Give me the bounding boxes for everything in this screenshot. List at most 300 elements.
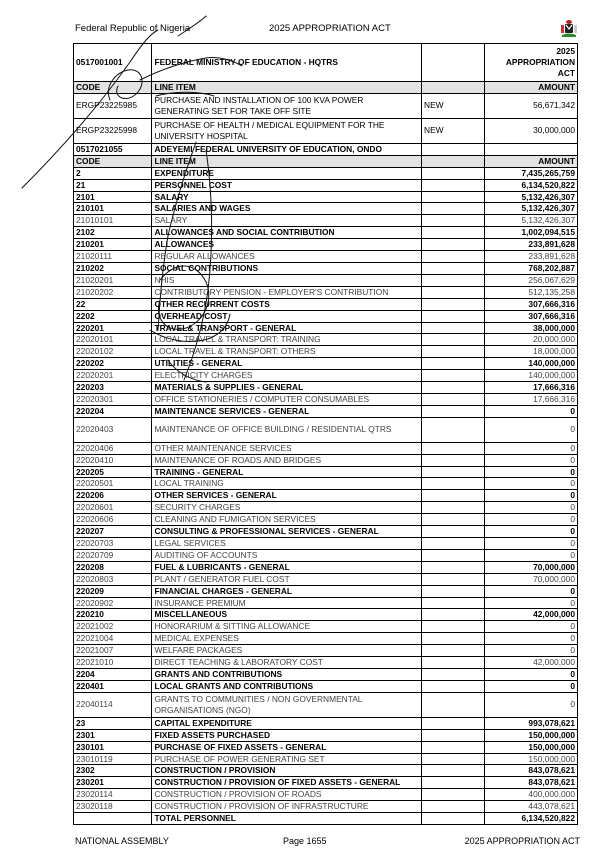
row-line-item: HONORARIUM & SITTING ALLOWANCE <box>152 621 422 633</box>
row-line-item: PURCHASE OF FIXED ASSETS - GENERAL <box>152 741 422 753</box>
row-line-item: DIRECT TEACHING & LABORATORY COST <box>152 657 422 669</box>
row-code <box>74 813 152 825</box>
row-amount: 993,078,621 <box>485 717 578 729</box>
row-line-item: MAINTENANCE OF ROADS AND BRIDGES <box>152 454 422 466</box>
table-row <box>74 118 578 143</box>
row-line-item: SALARIES AND WAGES <box>152 203 422 215</box>
row-code: 21020111 <box>74 251 152 263</box>
row-code: 23010119 <box>74 753 152 765</box>
table-row <box>74 203 578 215</box>
row-line-item: MAINTENANCE SERVICES - GENERAL <box>152 405 422 417</box>
row-amount: 233,891,628 <box>485 251 578 263</box>
table-row <box>74 358 578 370</box>
row-code: 22020501 <box>74 478 152 490</box>
row-code: 2 <box>74 167 152 179</box>
row-line-item: OFFICE STATIONERIES / COMPUTER CONSUMABLES <box>152 393 422 405</box>
row-code: 22020606 <box>74 514 152 526</box>
table-row <box>74 393 578 405</box>
table-row <box>74 417 578 442</box>
table-row <box>74 680 578 692</box>
title-code: 0517001001 <box>74 44 152 82</box>
row-amount: 0 <box>485 549 578 561</box>
row-line-item: PLANT / GENERATOR FUEL COST <box>152 573 422 585</box>
row-line-item: LINE ITEM <box>152 82 422 94</box>
row-tag <box>422 417 485 442</box>
table-row <box>74 262 578 274</box>
row-tag <box>422 393 485 405</box>
row-tag <box>422 155 485 167</box>
row-code: 2301 <box>74 729 152 741</box>
row-code: 22040114 <box>74 692 152 717</box>
table-row <box>74 93 578 118</box>
table-row <box>74 155 578 167</box>
row-code: 220201 <box>74 322 152 334</box>
appropriation-table-container <box>73 43 578 825</box>
row-tag <box>422 680 485 692</box>
row-tag <box>422 478 485 490</box>
row-amount: 18,000,000 <box>485 346 578 358</box>
row-code: CODE <box>74 155 152 167</box>
table-row <box>74 514 578 526</box>
row-amount: 0 <box>485 454 578 466</box>
row-line-item: EXPENDITURE <box>152 167 422 179</box>
row-line-item: CONSULTING & PROFESSIONAL SERVICES - GENERAL <box>152 526 422 538</box>
row-line-item: CLEANING AND FUMIGATION SERVICES <box>152 514 422 526</box>
table-row <box>74 585 578 597</box>
row-line-item: PURCHASE OF POWER GENERATING SET <box>152 753 422 765</box>
row-tag <box>422 801 485 813</box>
table-row <box>74 633 578 645</box>
row-code: 220203 <box>74 382 152 394</box>
row-tag <box>422 382 485 394</box>
table-row <box>74 82 578 94</box>
row-amount: 0 <box>485 442 578 454</box>
table-row <box>74 645 578 657</box>
row-tag <box>422 251 485 263</box>
row-tag <box>422 502 485 514</box>
table-row <box>74 274 578 286</box>
row-code: 2102 <box>74 227 152 239</box>
table-row <box>74 322 578 334</box>
row-tag <box>422 143 485 155</box>
row-code: 22021010 <box>74 657 152 669</box>
row-tag <box>422 668 485 680</box>
row-amount: 0 <box>485 514 578 526</box>
table-row <box>74 692 578 717</box>
row-code: 230201 <box>74 777 152 789</box>
row-tag <box>422 322 485 334</box>
row-tag <box>422 179 485 191</box>
row-line-item: SOCIAL CONTRIBUTIONS <box>152 262 422 274</box>
table-row <box>74 490 578 502</box>
row-code: 22020803 <box>74 573 152 585</box>
row-code: 23020118 <box>74 801 152 813</box>
row-code: 22021007 <box>74 645 152 657</box>
row-amount <box>485 143 578 155</box>
row-code: 22020902 <box>74 597 152 609</box>
row-code: 22020410 <box>74 454 152 466</box>
row-tag <box>422 227 485 239</box>
table-row <box>74 405 578 417</box>
row-line-item: PURCHASE OF HEALTH / MEDICAL EQUIPMENT FOR THE UNIVERSITY HOSPITAL <box>152 118 422 143</box>
row-amount: 56,671,342 <box>485 93 578 118</box>
footer-assembly: NATIONAL ASSEMBLY <box>75 836 169 846</box>
table-row <box>74 573 578 585</box>
row-code: 22020601 <box>74 502 152 514</box>
table-row <box>74 370 578 382</box>
row-amount: 0 <box>485 466 578 478</box>
table-row <box>74 239 578 251</box>
table-row <box>74 561 578 573</box>
row-tag <box>422 310 485 322</box>
row-amount: 0 <box>485 502 578 514</box>
row-line-item: NHIS <box>152 274 422 286</box>
row-code: 220202 <box>74 358 152 370</box>
table-row <box>74 442 578 454</box>
row-amount: 512,135,258 <box>485 286 578 298</box>
row-amount: 17,666,316 <box>485 393 578 405</box>
row-line-item: OTHER SERVICES - GENERAL <box>152 490 422 502</box>
row-amount: AMOUNT <box>485 155 578 167</box>
row-code: 210201 <box>74 239 152 251</box>
row-code: 23 <box>74 717 152 729</box>
row-tag <box>422 262 485 274</box>
row-tag <box>422 538 485 550</box>
row-amount: 6,134,520,822 <box>485 813 578 825</box>
row-line-item: WELFARE PACKAGES <box>152 645 422 657</box>
row-line-item: LINE ITEM <box>152 155 422 167</box>
row-line-item: LOCAL TRAINING <box>152 478 422 490</box>
row-line-item: OTHER RECURRENT COSTS <box>152 298 422 310</box>
table-row <box>74 179 578 191</box>
row-tag <box>422 741 485 753</box>
table-row <box>74 310 578 322</box>
row-amount: 38,000,000 <box>485 322 578 334</box>
table-row <box>74 251 578 263</box>
table-row <box>74 657 578 669</box>
row-tag <box>422 405 485 417</box>
title-tag <box>422 44 485 82</box>
table-row <box>74 549 578 561</box>
table-row <box>74 502 578 514</box>
row-code: CODE <box>74 82 152 94</box>
row-code: 220401 <box>74 680 152 692</box>
row-code: 220206 <box>74 490 152 502</box>
row-amount: 150,000,000 <box>485 741 578 753</box>
row-line-item: FIXED ASSETS PURCHASED <box>152 729 422 741</box>
row-code: 22021004 <box>74 633 152 645</box>
row-tag <box>422 239 485 251</box>
row-line-item: MISCELLANEOUS <box>152 609 422 621</box>
row-tag <box>422 346 485 358</box>
row-tag <box>422 549 485 561</box>
row-amount: 843,078,621 <box>485 777 578 789</box>
row-tag <box>422 645 485 657</box>
row-line-item: OTHER MAINTENANCE SERVICES <box>152 442 422 454</box>
row-code: 210202 <box>74 262 152 274</box>
row-amount: 233,891,628 <box>485 239 578 251</box>
row-tag <box>422 298 485 310</box>
row-tag: NEW <box>422 118 485 143</box>
row-line-item: SALARY <box>152 191 422 203</box>
row-line-item: MAINTENANCE OF OFFICE BUILDING / RESIDENTIAL QTRS <box>152 417 422 442</box>
row-code: 22020101 <box>74 334 152 346</box>
row-amount: 307,666,316 <box>485 310 578 322</box>
row-line-item: CONTRIBUTORY PENSION - EMPLOYER'S CONTRIBUTION <box>152 286 422 298</box>
row-line-item: CONSTRUCTION / PROVISION OF ROADS <box>152 789 422 801</box>
row-amount: 256,067,629 <box>485 274 578 286</box>
row-amount: 0 <box>485 526 578 538</box>
row-tag <box>422 753 485 765</box>
table-row <box>74 298 578 310</box>
row-code: 220208 <box>74 561 152 573</box>
row-amount: 0 <box>485 405 578 417</box>
row-amount: 1,002,094,515 <box>485 227 578 239</box>
row-tag: NEW <box>422 93 485 118</box>
row-amount: 150,000,000 <box>485 729 578 741</box>
row-amount: 6,134,520,822 <box>485 179 578 191</box>
row-code: 23020114 <box>74 789 152 801</box>
row-line-item: LOCAL GRANTS AND CONTRIBUTIONS <box>152 680 422 692</box>
row-amount: 30,000,000 <box>485 118 578 143</box>
row-tag <box>422 777 485 789</box>
row-tag <box>422 442 485 454</box>
row-code: 22020403 <box>74 417 152 442</box>
footer-page-number: Page 1655 <box>283 836 327 846</box>
header-country: Federal Republic of Nigeria <box>75 23 191 34</box>
row-tag <box>422 561 485 573</box>
row-code: 22020703 <box>74 538 152 550</box>
row-line-item: FINANCIAL CHARGES - GENERAL <box>152 585 422 597</box>
table-row <box>74 597 578 609</box>
row-amount: 70,000,000 <box>485 561 578 573</box>
row-tag <box>422 466 485 478</box>
row-tag <box>422 370 485 382</box>
table-row <box>74 346 578 358</box>
header-act-title: 2025 APPROPRIATION ACT <box>269 23 391 34</box>
row-tag <box>422 597 485 609</box>
row-tag <box>422 358 485 370</box>
row-line-item: TRAVEL& TRANSPORT - GENERAL <box>152 322 422 334</box>
row-code: 2302 <box>74 765 152 777</box>
row-line-item: LOCAL TRAVEL & TRANSPORT: OTHERS <box>152 346 422 358</box>
row-amount: 768,202,887 <box>485 262 578 274</box>
row-tag <box>422 789 485 801</box>
row-code: 230101 <box>74 741 152 753</box>
row-code: 21 <box>74 179 152 191</box>
table-title-row <box>74 44 578 82</box>
row-line-item: ELECTRICITY CHARGES <box>152 370 422 382</box>
row-code: ERGP23225985 <box>74 93 152 118</box>
row-code: 220210 <box>74 609 152 621</box>
row-amount: 0 <box>485 490 578 502</box>
table-row <box>74 334 578 346</box>
row-amount: 0 <box>485 692 578 717</box>
row-line-item: PURCHASE AND INSTALLATION OF 100 KVA POWER GENERATING SET FOR TAKE OFF SITE <box>152 93 422 118</box>
row-line-item: SECURITY CHARGES <box>152 502 422 514</box>
table-row <box>74 609 578 621</box>
table-row <box>74 454 578 466</box>
footer-act-title: 2025 APPROPRIATION ACT <box>464 836 580 846</box>
row-code: 22020709 <box>74 549 152 561</box>
table-row <box>74 729 578 741</box>
row-tag <box>422 729 485 741</box>
table-row <box>74 789 578 801</box>
row-line-item: ALLOWANCES AND SOCIAL CONTRIBUTION <box>152 227 422 239</box>
row-code: 220205 <box>74 466 152 478</box>
row-amount: 400,000,000 <box>485 789 578 801</box>
table-row <box>74 143 578 155</box>
row-amount: 0 <box>485 597 578 609</box>
row-line-item: MATERIALS & SUPPLIES - GENERAL <box>152 382 422 394</box>
row-code: 22020301 <box>74 393 152 405</box>
row-line-item: CONSTRUCTION / PROVISION OF FIXED ASSETS - GENERAL <box>152 777 422 789</box>
row-tag <box>422 167 485 179</box>
row-amount: 443,078,621 <box>485 801 578 813</box>
row-code: 22020201 <box>74 370 152 382</box>
row-code: 21020202 <box>74 286 152 298</box>
table-row <box>74 621 578 633</box>
row-tag <box>422 692 485 717</box>
row-tag <box>422 717 485 729</box>
row-tag <box>422 215 485 227</box>
row-tag <box>422 191 485 203</box>
row-amount: 5,132,426,307 <box>485 215 578 227</box>
row-code: 220207 <box>74 526 152 538</box>
row-amount: 0 <box>485 585 578 597</box>
table-row <box>74 286 578 298</box>
row-tag <box>422 514 485 526</box>
row-line-item: TOTAL PERSONNEL <box>152 813 422 825</box>
table-row <box>74 717 578 729</box>
row-amount: 0 <box>485 417 578 442</box>
row-amount: 0 <box>485 680 578 692</box>
row-tag <box>422 454 485 466</box>
row-code: 22 <box>74 298 152 310</box>
table-row <box>74 753 578 765</box>
table-row <box>74 668 578 680</box>
row-code: 220209 <box>74 585 152 597</box>
row-code: 0517021055 <box>74 143 152 155</box>
row-amount: AMOUNT <box>485 82 578 94</box>
row-amount: 5,132,426,307 <box>485 203 578 215</box>
row-amount: 42,000,000 <box>485 657 578 669</box>
row-amount: 140,000,000 <box>485 370 578 382</box>
row-line-item: INSURANCE PREMIUM <box>152 597 422 609</box>
row-amount: 70,000,000 <box>485 573 578 585</box>
table-row <box>74 813 578 825</box>
table-row <box>74 777 578 789</box>
row-line-item: AUDITING OF ACCOUNTS <box>152 549 422 561</box>
row-line-item: CAPITAL EXPENDITURE <box>152 717 422 729</box>
row-amount: 20,000,000 <box>485 334 578 346</box>
row-line-item: MEDICAL EXPENSES <box>152 633 422 645</box>
row-code: 2101 <box>74 191 152 203</box>
row-line-item: PERSONNEL COST <box>152 179 422 191</box>
row-tag <box>422 813 485 825</box>
row-code: 22020406 <box>74 442 152 454</box>
row-line-item: CONSTRUCTION / PROVISION OF INFRASTRUCTURE <box>152 801 422 813</box>
row-amount: 843,078,621 <box>485 765 578 777</box>
row-tag <box>422 286 485 298</box>
table-row <box>74 382 578 394</box>
row-amount: 0 <box>485 633 578 645</box>
row-tag <box>422 203 485 215</box>
row-line-item: ALLOWANCES <box>152 239 422 251</box>
table-row <box>74 526 578 538</box>
table-row <box>74 191 578 203</box>
row-line-item: SALARY <box>152 215 422 227</box>
row-tag <box>422 82 485 94</box>
row-code: ERGP23225998 <box>74 118 152 143</box>
row-code: 2204 <box>74 668 152 680</box>
row-tag <box>422 657 485 669</box>
row-amount: 42,000,000 <box>485 609 578 621</box>
page-header <box>75 21 580 37</box>
row-amount: 307,666,316 <box>485 298 578 310</box>
coat-of-arms-icon <box>560 19 578 39</box>
row-tag <box>422 633 485 645</box>
table-row <box>74 466 578 478</box>
row-tag <box>422 526 485 538</box>
row-code: 21010101 <box>74 215 152 227</box>
row-code: 21020201 <box>74 274 152 286</box>
row-line-item: FUEL & LUBRICANTS - GENERAL <box>152 561 422 573</box>
title-name: FEDERAL MINISTRY OF EDUCATION - HQTRS <box>152 44 422 82</box>
row-tag <box>422 609 485 621</box>
row-amount: 0 <box>485 645 578 657</box>
row-line-item: UTILITIES - GENERAL <box>152 358 422 370</box>
row-amount: 0 <box>485 668 578 680</box>
row-line-item: GRANTS TO COMMUNITIES / NON GOVERNMENTAL ORGANISATIONS (NGO) <box>152 692 422 717</box>
row-tag <box>422 621 485 633</box>
row-code: 220204 <box>74 405 152 417</box>
table-row <box>74 167 578 179</box>
row-amount: 5,132,426,307 <box>485 191 578 203</box>
row-amount: 17,666,316 <box>485 382 578 394</box>
row-amount: 0 <box>485 538 578 550</box>
table-row <box>74 538 578 550</box>
row-amount: 150,000,000 <box>485 753 578 765</box>
table-row <box>74 215 578 227</box>
table-row <box>74 741 578 753</box>
table-row <box>74 478 578 490</box>
row-line-item: ADEYEMI FEDERAL UNIVERSITY OF EDUCATION, ONDO <box>152 143 422 155</box>
row-line-item: CONSTRUCTION / PROVISION <box>152 765 422 777</box>
row-code: 22020102 <box>74 346 152 358</box>
appropriation-table <box>73 43 578 825</box>
row-tag <box>422 765 485 777</box>
row-tag <box>422 573 485 585</box>
row-code: 22021002 <box>74 621 152 633</box>
row-amount: 0 <box>485 478 578 490</box>
row-amount: 140,000,000 <box>485 358 578 370</box>
row-line-item: LOCAL TRAVEL & TRANSPORT: TRAINING <box>152 334 422 346</box>
row-line-item: REGULAR ALLOWANCES <box>152 251 422 263</box>
row-line-item: TRAINING - GENERAL <box>152 466 422 478</box>
row-line-item: OVERHEAD COST <box>152 310 422 322</box>
row-tag <box>422 334 485 346</box>
row-line-item: LEGAL SERVICES <box>152 538 422 550</box>
row-tag <box>422 585 485 597</box>
row-amount: 7,435,265,759 <box>485 167 578 179</box>
table-row <box>74 765 578 777</box>
title-amount: 2025 APPROPRIATION ACT <box>485 44 578 82</box>
row-amount: 0 <box>485 621 578 633</box>
row-line-item: GRANTS AND CONTRIBUTIONS <box>152 668 422 680</box>
row-code: 2202 <box>74 310 152 322</box>
table-row <box>74 227 578 239</box>
